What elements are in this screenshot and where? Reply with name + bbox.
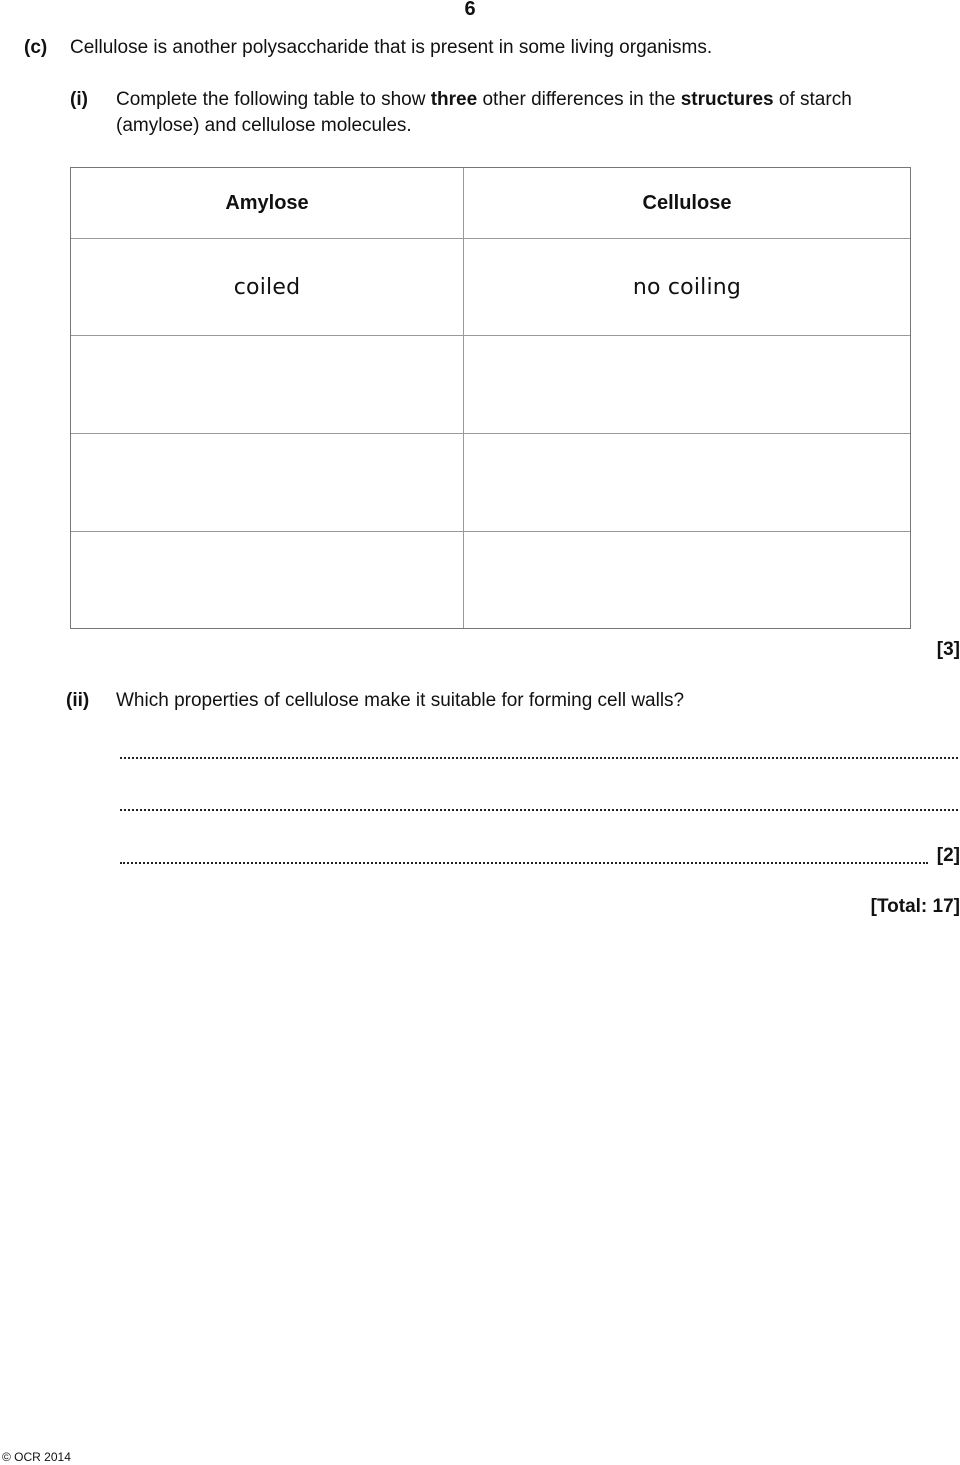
table-header-amylose: Amylose — [225, 191, 309, 214]
answer-line[interactable] — [120, 809, 958, 811]
part-c-label: (c) — [24, 37, 48, 58]
part-ii-label: (ii) — [66, 690, 90, 711]
answer-line[interactable] — [120, 757, 958, 759]
part-i-text-post: of starch — [773, 89, 852, 110]
answer-cell-cellulose[interactable] — [464, 434, 910, 531]
answer-cell-amylose[interactable] — [71, 532, 463, 629]
answer-cell-cellulose[interactable] — [464, 532, 910, 629]
part-i-bold-three: three — [430, 89, 478, 110]
table-header-cellulose: Cellulose — [642, 191, 732, 214]
marks-part-ii: [2] — [936, 845, 960, 866]
answer-cell-amylose[interactable] — [71, 434, 463, 531]
answer-line[interactable] — [120, 862, 928, 864]
answer-cell-amylose[interactable]: coiled — [233, 274, 301, 300]
answer-cell-amylose[interactable] — [71, 336, 463, 433]
total-marks: [Total: 17] — [870, 896, 960, 917]
part-c-text: Cellulose is another polysaccharide that is present in some living organisms. — [70, 37, 713, 58]
answer-cell-cellulose[interactable] — [464, 336, 910, 433]
part-i-bold-structures: structures — [680, 89, 774, 110]
answer-cell-cellulose[interactable]: no coiling — [632, 274, 742, 300]
answer-table — [70, 167, 911, 629]
marks-part-i: [3] — [936, 639, 960, 660]
part-i-question-line2: (amylose) and cellulose molecules. — [116, 115, 412, 136]
part-i-text-pre: Complete the following table to show — [116, 89, 431, 110]
part-i-question — [116, 88, 852, 112]
footer-copyright: © OCR 2014 — [2, 1450, 71, 1464]
part-ii-question: Which properties of cellulose make it suitable for forming cell walls? — [116, 690, 685, 711]
page-number: 6 — [464, 0, 476, 20]
part-i-text-mid: other differences in the — [477, 89, 681, 110]
part-i-label: (i) — [70, 89, 88, 110]
